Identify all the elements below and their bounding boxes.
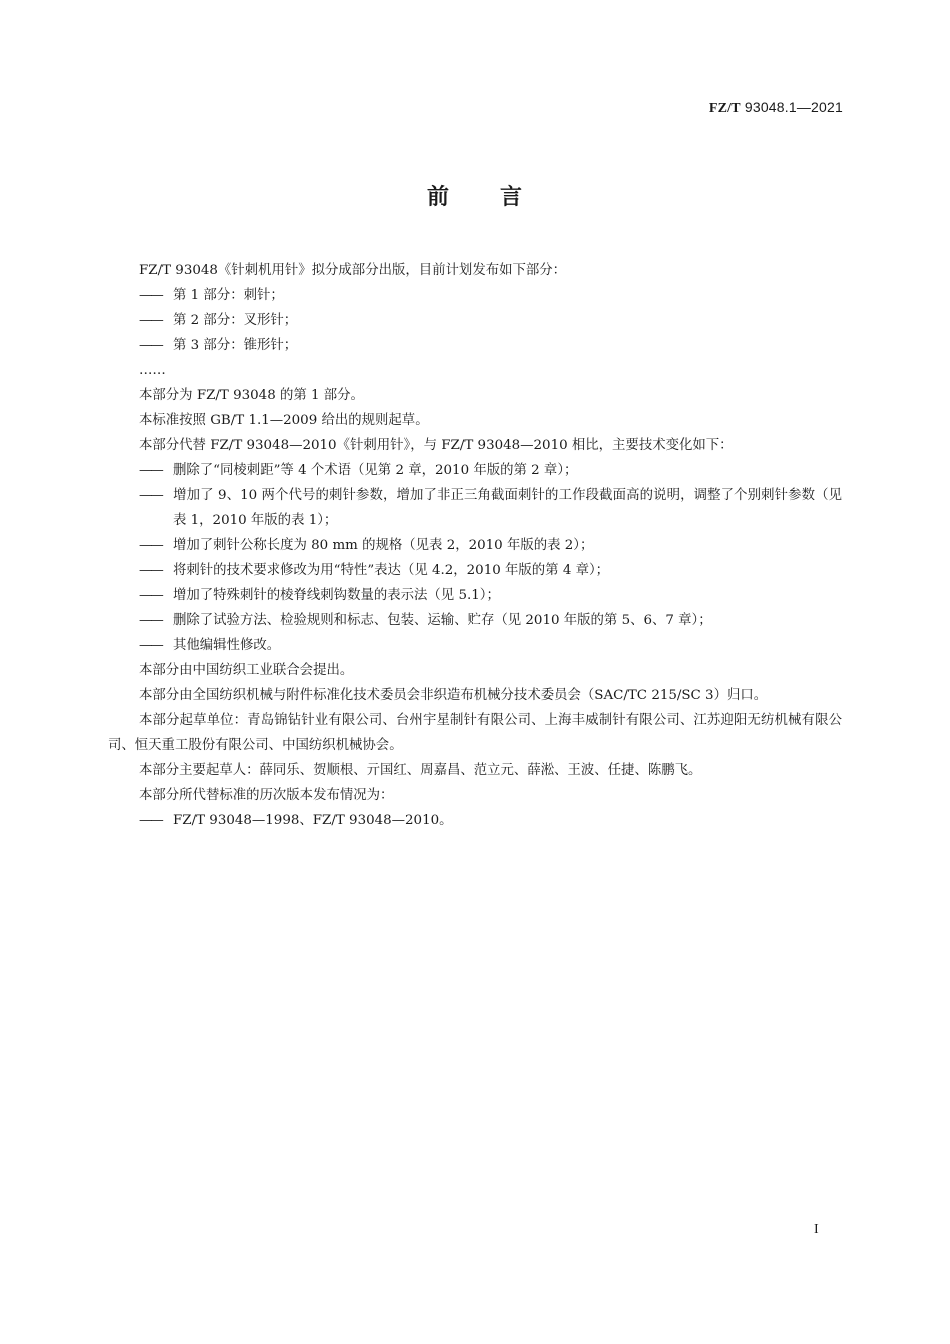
list-item-text: 第 2 部分：叉形针； — [173, 313, 298, 328]
list-item-text: 删除了“同棱刺距”等 4 个术语（见第 2 章，2010 年版的第 2 章）； — [173, 463, 578, 478]
dash-mark: —— — [139, 563, 162, 578]
document-code — [709, 99, 843, 117]
paragraph: 本部分主要起草人：薛同乐、贺顺根、亓国红、周嘉昌、范立元、薛淞、王波、任捷、陈鹏飞。 — [139, 763, 702, 778]
list-item-text: 第 1 部分：刺针； — [173, 288, 284, 303]
list-item — [108, 558, 842, 583]
paragraph: 本部分起草单位：青岛锦钻针业有限公司、台州宇星制针有限公司、上海丰威制针有限公司、江苏迎阳无纺机械有限公司、恒天重工股份有限公司、中国纺织机械协会。 — [108, 713, 842, 753]
paragraph: 本部分所代替标准的历次版本发布情况为： — [139, 788, 394, 803]
list-item-text: 增加了特殊刺针的棱脊线刺钩数量的表示法（见 5.1）； — [173, 588, 500, 603]
standard-org: FZ/T — [708, 101, 741, 116]
dash-mark: —— — [139, 488, 162, 503]
list-item-text: 第 3 部分：锥形针； — [173, 338, 298, 353]
dash-mark: —— — [139, 813, 162, 828]
dash-mark: —— — [139, 463, 162, 478]
list-item-text: 将刺针的技术要求修改为用“特性”表达（见 4.2，2010 年版的第 4 章）； — [173, 563, 610, 578]
list-item-text: 增加了 9、10 两个代号的刺针参数，增加了非正三角截面刺针的工作段截面高的说明，调整了个别刺针参数（见表 1，2010 年版的表 1）； — [173, 488, 842, 528]
dash-mark: —— — [139, 613, 162, 628]
paragraph: 本标准按照 GB/T 1.1—2009 给出的规则起草。 — [139, 413, 429, 428]
list-item — [108, 333, 842, 358]
paragraph: 本部分由全国纺织机械与附件标准化技术委员会非织造布机械分技术委员会（SAC/TC 215/SC 3）归口。 — [139, 688, 768, 703]
list-item — [108, 458, 842, 483]
list-item — [108, 283, 842, 308]
list-item — [108, 483, 842, 533]
paragraph: 本部分代替 FZ/T 93048—2010《针刺用针》，与 FZ/T 93048—2010 相比，主要技术变化如下： — [139, 438, 733, 453]
list-item-text: FZ/T 93048—1998、FZ/T 93048—2010。 — [173, 813, 453, 828]
page-title — [0, 180, 950, 211]
title-char-1: 前 — [426, 185, 450, 210]
list-item — [108, 608, 842, 633]
list-item-text: 增加了刺针公称长度为 80 mm 的规格（见表 2，2010 年版的表 2）； — [173, 538, 594, 553]
ellipsis: …… — [139, 363, 166, 378]
dash-mark: —— — [139, 638, 162, 653]
list-item — [108, 808, 842, 833]
dash-mark: —— — [139, 588, 162, 603]
list-item-text: 其他编辑性修改。 — [173, 638, 281, 653]
title-char-2: 言 — [500, 185, 524, 210]
document-body — [108, 258, 842, 833]
dash-mark: —— — [139, 338, 162, 353]
dash-mark: —— — [139, 538, 162, 553]
list-item-text: 删除了试验方法、检验规则和标志、包装、运输、贮存（见 2010 年版的第 5、6、7 章）； — [173, 613, 712, 628]
paragraph: FZ/T 93048《针刺机用针》拟分成部分出版，目前计划发布如下部分： — [139, 263, 567, 278]
dash-mark: —— — [139, 313, 162, 328]
list-item — [108, 308, 842, 333]
list-item — [108, 583, 842, 608]
paragraph: 本部分由中国纺织工业联合会提出。 — [139, 663, 354, 678]
dash-mark: —— — [139, 288, 162, 303]
standard-number: 93048.1—2021 — [744, 99, 843, 115]
list-item — [108, 633, 842, 658]
list-item — [108, 533, 842, 558]
paragraph: 本部分为 FZ/T 93048 的第 1 部分。 — [139, 388, 364, 403]
page-number: I — [814, 1222, 819, 1237]
